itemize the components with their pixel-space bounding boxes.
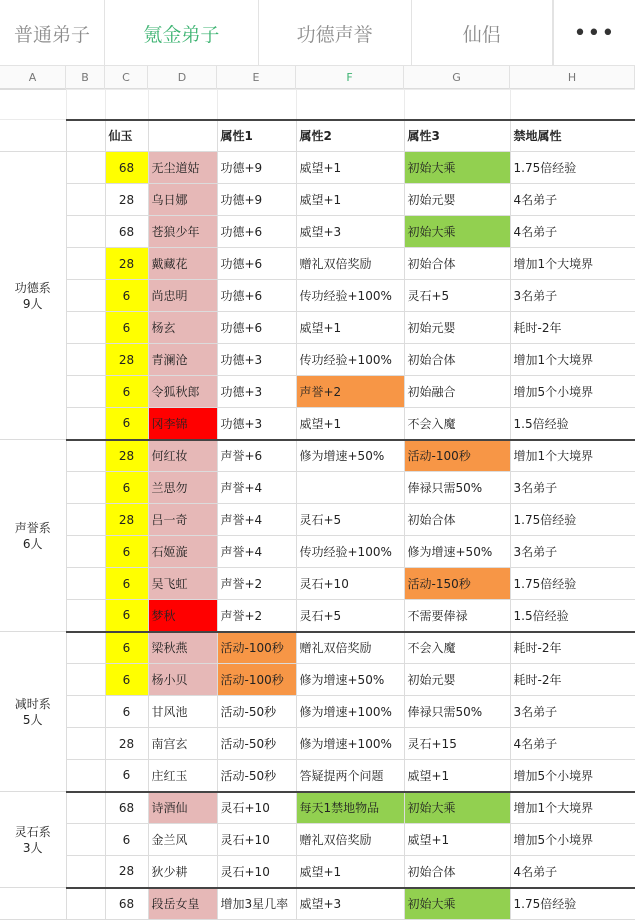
group-label-line: 3人 (22, 840, 43, 855)
name-cell[interactable]: 青澜沧 (148, 344, 217, 376)
header-row (0, 120, 635, 152)
header-cell[interactable]: 属性2 (296, 120, 404, 152)
table-row (0, 344, 635, 376)
jade-cell[interactable]: 28 (105, 184, 148, 216)
table-row (0, 472, 635, 504)
column-header-g[interactable]: G (404, 66, 510, 89)
attr3-cell[interactable]: 初始元婴 (404, 664, 510, 696)
name-cell[interactable]: 尚忠明 (148, 280, 217, 312)
column-header-a[interactable]: A (0, 66, 66, 89)
forbidden-cell[interactable]: 耗时-2年 (510, 312, 635, 344)
cell-b[interactable] (66, 888, 105, 920)
name-cell[interactable]: 冈李锦 (148, 408, 217, 440)
group-label[interactable] (0, 632, 66, 792)
attr2-cell[interactable]: 赠礼双倍奖励 (296, 248, 404, 280)
attr3-cell[interactable]: 初始大乘 (404, 216, 510, 248)
attr1-cell[interactable]: 声誉+4 (217, 536, 296, 568)
attr3-cell[interactable]: 俸禄只需50% (404, 696, 510, 728)
attr1-cell[interactable]: 功德+3 (217, 376, 296, 408)
attr1-cell[interactable]: 活动-50秒 (217, 728, 296, 760)
cell-b[interactable] (66, 856, 105, 888)
cell-b[interactable] (66, 504, 105, 536)
table-row (0, 792, 635, 824)
cell-b[interactable] (66, 376, 105, 408)
forbidden-cell[interactable]: 4名弟子 (510, 728, 635, 760)
attr1-cell[interactable]: 功德+9 (217, 184, 296, 216)
attr3-cell[interactable]: 活动-100秒 (404, 440, 510, 472)
cell-b[interactable] (66, 600, 105, 632)
group-label-line: 减时系 (14, 696, 51, 711)
group-label-line: 5人 (22, 712, 43, 727)
table-row (0, 216, 635, 248)
table-row (0, 824, 635, 856)
forbidden-cell[interactable]: 1.75倍经验 (510, 568, 635, 600)
jade-cell[interactable]: 28 (105, 344, 148, 376)
forbidden-cell[interactable]: 1.75倍经验 (510, 888, 635, 920)
jade-cell[interactable]: 6 (105, 312, 148, 344)
forbidden-cell[interactable]: 3名弟子 (510, 536, 635, 568)
forbidden-cell[interactable]: 3名弟子 (510, 280, 635, 312)
attr3-cell[interactable]: 不会入魔 (404, 632, 510, 664)
forbidden-cell[interactable]: 4名弟子 (510, 184, 635, 216)
name-cell[interactable]: 吕一奇 (148, 504, 217, 536)
attr2-cell[interactable]: 威望+1 (296, 856, 404, 888)
name-cell[interactable]: 诗酒仙 (148, 792, 217, 824)
blank-row (0, 90, 635, 120)
attr2-cell[interactable]: 声誉+2 (296, 376, 404, 408)
forbidden-cell[interactable]: 1.75倍经验 (510, 152, 635, 184)
cell-b[interactable] (66, 824, 105, 856)
attr2-cell[interactable]: 威望+1 (296, 408, 404, 440)
attr2-cell[interactable]: 灵石+5 (296, 600, 404, 632)
attr2-cell[interactable]: 威望+1 (296, 312, 404, 344)
cell-b[interactable] (66, 184, 105, 216)
name-cell[interactable]: 何红妆 (148, 440, 217, 472)
table-row (0, 376, 635, 408)
cell-b[interactable] (66, 696, 105, 728)
jade-cell[interactable]: 28 (105, 248, 148, 280)
jade-cell[interactable]: 6 (105, 472, 148, 504)
name-cell[interactable]: 令狐秋郎 (148, 376, 217, 408)
attr3-cell[interactable]: 威望+1 (404, 824, 510, 856)
column-headers (0, 66, 635, 89)
attr2-cell[interactable]: 灵石+10 (296, 568, 404, 600)
attr2-cell[interactable]: 传功经验+100% (296, 280, 404, 312)
jade-cell[interactable]: 6 (105, 696, 148, 728)
attr2-cell[interactable]: 威望+1 (296, 184, 404, 216)
attr1-cell[interactable]: 声誉+4 (217, 504, 296, 536)
attr3-cell[interactable]: 初始合体 (404, 504, 510, 536)
jade-cell[interactable]: 6 (105, 376, 148, 408)
cell-b[interactable] (66, 568, 105, 600)
table-row (0, 856, 635, 888)
attr3-cell[interactable]: 初始元婴 (404, 184, 510, 216)
name-cell[interactable]: 吴飞虹 (148, 568, 217, 600)
attr1-cell[interactable]: 增加3星几率 (217, 888, 296, 920)
column-header-c[interactable]: C (105, 66, 148, 89)
table-row (0, 312, 635, 344)
attr3-cell[interactable]: 活动-150秒 (404, 568, 510, 600)
attr1-cell[interactable]: 灵石+10 (217, 856, 296, 888)
attr3-cell[interactable]: 灵石+5 (404, 280, 510, 312)
cell[interactable] (404, 90, 510, 120)
attr2-cell[interactable]: 传功经验+100% (296, 344, 404, 376)
name-cell[interactable]: 梦秋 (148, 600, 217, 632)
group-label-line: 声誉系 (14, 520, 51, 535)
name-cell[interactable]: 南宫玄 (148, 728, 217, 760)
tab-3[interactable]: 仙侣 (412, 0, 553, 66)
cell-b[interactable] (66, 216, 105, 248)
name-cell[interactable]: 兰思勿 (148, 472, 217, 504)
forbidden-cell[interactable]: 增加5个小境界 (510, 824, 635, 856)
attr2-cell[interactable]: 修为增速+100% (296, 696, 404, 728)
name-cell[interactable]: 庄红玉 (148, 760, 217, 792)
cell[interactable] (296, 90, 404, 120)
cell[interactable] (0, 90, 66, 120)
attr3-cell[interactable]: 灵石+15 (404, 728, 510, 760)
jade-cell[interactable]: 6 (105, 568, 148, 600)
group-label[interactable] (0, 888, 66, 920)
forbidden-cell[interactable]: 耗时-2年 (510, 632, 635, 664)
cell-b[interactable] (66, 152, 105, 184)
group-label-line: 功德系 (14, 280, 51, 295)
attr3-cell[interactable]: 威望+1 (404, 760, 510, 792)
attr1-cell[interactable]: 功德+6 (217, 248, 296, 280)
attr1-cell[interactable]: 活动-100秒 (217, 664, 296, 696)
column-header-h[interactable]: H (510, 66, 635, 89)
cell-b[interactable] (66, 408, 105, 440)
column-header-b[interactable]: B (66, 66, 105, 89)
cell[interactable] (105, 90, 148, 120)
attr1-cell[interactable]: 声誉+6 (217, 440, 296, 472)
table-row (0, 632, 635, 664)
attr2-cell[interactable]: 威望+3 (296, 216, 404, 248)
name-cell[interactable]: 金兰风 (148, 824, 217, 856)
attr3-cell[interactable]: 初始融合 (404, 376, 510, 408)
forbidden-cell[interactable]: 1.5倍经验 (510, 408, 635, 440)
name-cell[interactable]: 杨小贝 (148, 664, 217, 696)
attr3-cell[interactable]: 初始合体 (404, 344, 510, 376)
group-label-line: 9人 (22, 296, 43, 311)
name-cell[interactable]: 乌日娜 (148, 184, 217, 216)
jade-cell[interactable]: 6 (105, 664, 148, 696)
cell-b[interactable] (66, 440, 105, 472)
group-label[interactable] (0, 440, 66, 632)
group-label[interactable] (0, 152, 66, 440)
attr1-cell[interactable]: 活动-50秒 (217, 760, 296, 792)
cell-b[interactable] (66, 728, 105, 760)
cell-b[interactable] (66, 280, 105, 312)
table-row (0, 760, 635, 792)
forbidden-cell[interactable]: 增加1个大境界 (510, 440, 635, 472)
table-row (0, 536, 635, 568)
forbidden-cell[interactable]: 增加1个大境界 (510, 344, 635, 376)
tab-0[interactable]: 普通弟子 (0, 0, 105, 66)
attr1-cell[interactable]: 灵石+10 (217, 792, 296, 824)
name-cell[interactable]: 甘风池 (148, 696, 217, 728)
attr1-cell[interactable]: 功德+3 (217, 408, 296, 440)
header-cell[interactable]: 属性3 (404, 120, 510, 152)
jade-cell[interactable]: 28 (105, 440, 148, 472)
spreadsheet[interactable] (0, 66, 635, 921)
jade-cell[interactable]: 6 (105, 824, 148, 856)
attr3-cell[interactable]: 初始合体 (404, 248, 510, 280)
forbidden-cell[interactable]: 4名弟子 (510, 856, 635, 888)
attr3-cell[interactable]: 初始大乘 (404, 792, 510, 824)
jade-cell[interactable]: 28 (105, 504, 148, 536)
jade-cell[interactable]: 6 (105, 760, 148, 792)
name-cell[interactable]: 狄少耕 (148, 856, 217, 888)
forbidden-cell[interactable]: 增加5个小境界 (510, 760, 635, 792)
name-cell[interactable]: 杨玄 (148, 312, 217, 344)
jade-cell[interactable]: 68 (105, 216, 148, 248)
column-header-d[interactable]: D (148, 66, 217, 89)
cell[interactable] (66, 90, 105, 120)
jade-cell[interactable]: 68 (105, 152, 148, 184)
attr2-cell[interactable]: 每天1禁地物品 (296, 792, 404, 824)
attr2-cell[interactable]: 赠礼双倍奖励 (296, 824, 404, 856)
attr1-cell[interactable]: 声誉+4 (217, 472, 296, 504)
jade-cell[interactable]: 6 (105, 408, 148, 440)
column-header-e[interactable]: E (217, 66, 296, 89)
attr2-cell[interactable] (296, 472, 404, 504)
cell[interactable] (148, 90, 217, 120)
attr3-cell[interactable]: 不需要俸禄 (404, 600, 510, 632)
cell-b[interactable] (66, 248, 105, 280)
forbidden-cell[interactable]: 耗时-2年 (510, 664, 635, 696)
forbidden-cell[interactable]: 增加1个大境界 (510, 248, 635, 280)
jade-cell[interactable]: 28 (105, 728, 148, 760)
attr2-cell[interactable]: 灵石+5 (296, 504, 404, 536)
cell-b[interactable] (66, 312, 105, 344)
attr3-cell[interactable]: 初始大乘 (404, 152, 510, 184)
attr2-cell[interactable]: 赠礼双倍奖励 (296, 632, 404, 664)
header-cell[interactable] (148, 120, 217, 152)
group-label-line: 灵石系 (14, 824, 51, 839)
attr3-cell[interactable]: 不会入魔 (404, 408, 510, 440)
tab-1[interactable]: 氪金弟子 (105, 0, 259, 66)
attr3-cell[interactable]: 初始合体 (404, 856, 510, 888)
attr1-cell[interactable]: 声誉+2 (217, 600, 296, 632)
table-row (0, 664, 635, 696)
attr1-cell[interactable]: 功德+3 (217, 344, 296, 376)
cell-b[interactable] (66, 344, 105, 376)
more-icon[interactable]: ••• (553, 0, 635, 66)
cell[interactable] (217, 90, 296, 120)
attr3-cell[interactable]: 初始大乘 (404, 888, 510, 920)
cell-b[interactable] (66, 472, 105, 504)
table-row (0, 152, 635, 184)
jade-cell[interactable]: 68 (105, 888, 148, 920)
attr1-cell[interactable]: 声誉+2 (217, 568, 296, 600)
cell[interactable] (510, 90, 635, 120)
table-row (0, 600, 635, 632)
attr2-cell[interactable]: 威望+1 (296, 152, 404, 184)
table-row (0, 728, 635, 760)
name-cell[interactable]: 苍狼少年 (148, 216, 217, 248)
name-cell[interactable]: 无尘道姑 (148, 152, 217, 184)
forbidden-cell[interactable]: 3名弟子 (510, 472, 635, 504)
attr1-cell[interactable]: 活动-100秒 (217, 632, 296, 664)
cell-b[interactable] (66, 632, 105, 664)
cell-b[interactable] (66, 760, 105, 792)
forbidden-cell[interactable]: 1.5倍经验 (510, 600, 635, 632)
attr2-cell[interactable]: 修为增速+50% (296, 440, 404, 472)
attr1-cell[interactable]: 活动-50秒 (217, 696, 296, 728)
header-cell[interactable]: 仙玉 (105, 120, 148, 152)
jade-cell[interactable]: 6 (105, 632, 148, 664)
data-grid[interactable] (0, 89, 635, 920)
table-row (0, 696, 635, 728)
group-label-line: 6人 (22, 536, 43, 551)
cell-b[interactable] (66, 536, 105, 568)
attr1-cell[interactable]: 功德+6 (217, 216, 296, 248)
table-row (0, 408, 635, 440)
table-row (0, 280, 635, 312)
forbidden-cell[interactable]: 3名弟子 (510, 696, 635, 728)
table-row (0, 568, 635, 600)
attr1-cell[interactable]: 功德+9 (217, 152, 296, 184)
cell[interactable] (66, 120, 105, 152)
attr3-cell[interactable]: 初始元婴 (404, 312, 510, 344)
forbidden-cell[interactable]: 增加1个大境界 (510, 792, 635, 824)
attr2-cell[interactable]: 传功经验+100% (296, 536, 404, 568)
name-cell[interactable]: 戴藏花 (148, 248, 217, 280)
name-cell[interactable]: 石姬漩 (148, 536, 217, 568)
jade-cell[interactable]: 68 (105, 792, 148, 824)
cell-b[interactable] (66, 664, 105, 696)
tab-2[interactable]: 功德声誉 (259, 0, 412, 66)
cell-b[interactable] (66, 792, 105, 824)
attr2-cell[interactable]: 答疑提两个问题 (296, 760, 404, 792)
attr3-cell[interactable]: 俸禄只需50% (404, 472, 510, 504)
attr1-cell[interactable]: 灵石+10 (217, 824, 296, 856)
name-cell[interactable]: 梁秋燕 (148, 632, 217, 664)
header-cell[interactable]: 属性1 (217, 120, 296, 152)
forbidden-cell[interactable]: 1.75倍经验 (510, 504, 635, 536)
column-header-f[interactable]: F (296, 66, 404, 89)
table-row (0, 888, 635, 920)
name-cell[interactable]: 段岳女皇 (148, 888, 217, 920)
jade-cell[interactable]: 6 (105, 280, 148, 312)
attr1-cell[interactable]: 功德+6 (217, 280, 296, 312)
table-row (0, 440, 635, 472)
jade-cell[interactable]: 6 (105, 536, 148, 568)
table-row (0, 248, 635, 280)
header-cell[interactable]: 禁地属性 (510, 120, 635, 152)
attr2-cell[interactable]: 修为增速+100% (296, 728, 404, 760)
jade-cell[interactable]: 28 (105, 856, 148, 888)
cell[interactable] (0, 120, 66, 152)
table-row (0, 184, 635, 216)
attr2-cell[interactable]: 修为增速+50% (296, 664, 404, 696)
forbidden-cell[interactable]: 增加5个小境界 (510, 376, 635, 408)
forbidden-cell[interactable]: 4名弟子 (510, 216, 635, 248)
group-label[interactable] (0, 792, 66, 888)
attr2-cell[interactable]: 威望+3 (296, 888, 404, 920)
attr1-cell[interactable]: 功德+6 (217, 312, 296, 344)
sheet-tabs (0, 0, 635, 66)
jade-cell[interactable]: 6 (105, 600, 148, 632)
table-row (0, 504, 635, 536)
attr3-cell[interactable]: 修为增速+50% (404, 536, 510, 568)
